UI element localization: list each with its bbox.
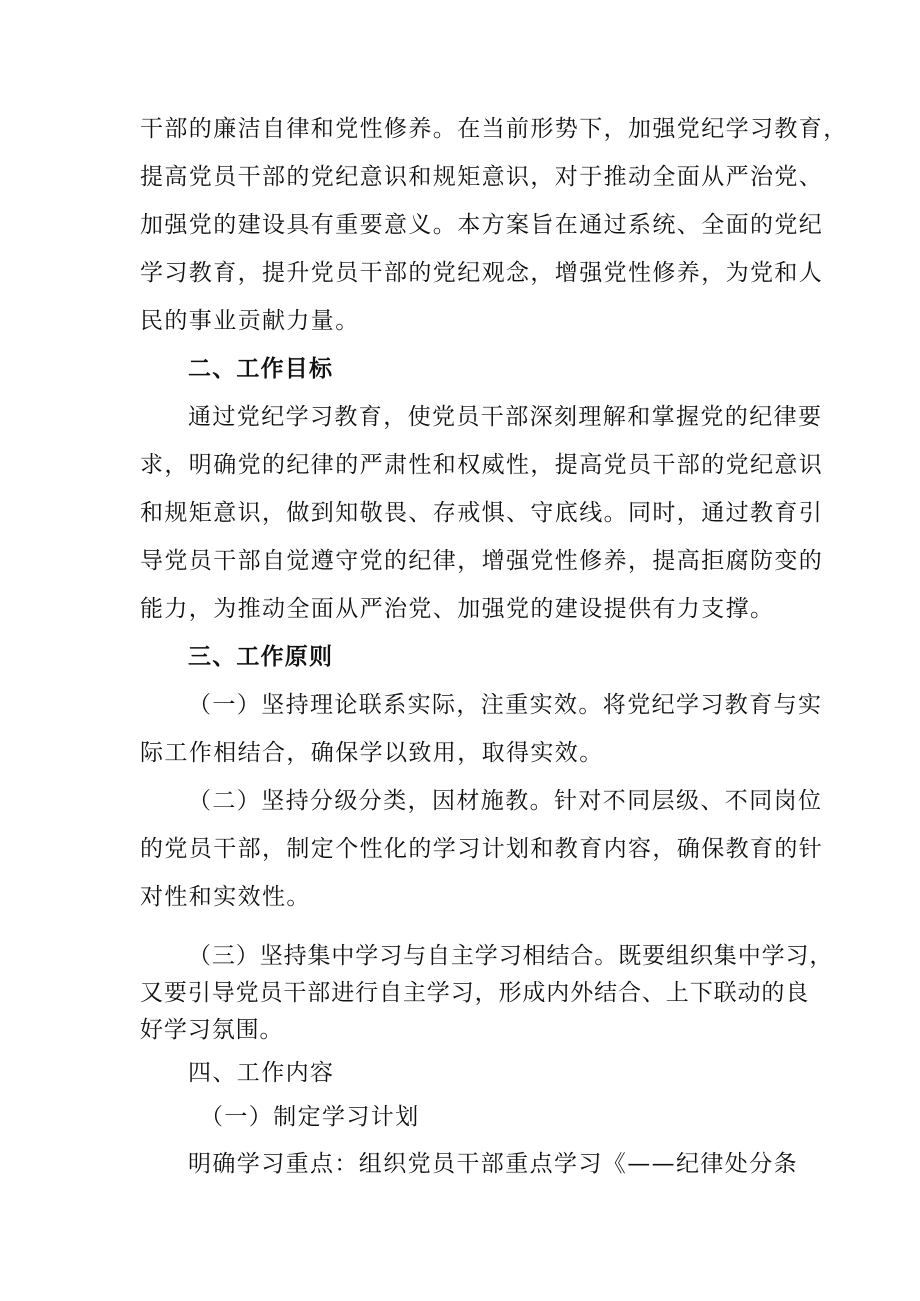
- paragraph-line: 导党员干部自觉遵守党的纪律，增强党性修养，提高拒腐防变的: [140, 548, 824, 574]
- paragraph-line: 明确学习重点：组织党员干部重点学习《——纪律处分条: [188, 1151, 798, 1177]
- section-heading-goals: 二、工作目标: [188, 356, 334, 382]
- principle-line: （二）坚持分级分类，因材施教。针对不同层级、不同岗位: [188, 788, 823, 814]
- section-heading-content: 四、工作内容: [188, 1060, 335, 1086]
- paragraph-line: 提高党员干部的党纪意识和规矩意识，对于推动全面从严治党、: [140, 164, 824, 190]
- principle-line: 对性和实效性。: [140, 884, 311, 910]
- principle-line: 际工作相结合，确保学以致用，取得实效。: [140, 740, 604, 766]
- paragraph-line: 和规矩意识，做到知敬畏、存戒惧、守底线。同时，通过教育引: [140, 500, 824, 526]
- principle-line: （三）坚持集中学习与自主学习相结合。既要组织集中学习，: [188, 943, 834, 969]
- paragraph-line: 学习教育，提升党员干部的党纪观念，增强党性修养，为党和人: [140, 260, 824, 286]
- section-heading-principles: 三、工作原则: [188, 644, 334, 670]
- paragraph-line: 民的事业贡献力量。: [140, 308, 360, 334]
- paragraph-line: 通过党纪学习教育，使党员干部深刻理解和掌握党的纪律要: [188, 404, 823, 430]
- paragraph-line: 干部的廉洁自律和党性修养。在当前形势下，加强党纪学习教育，: [140, 116, 848, 142]
- principle-line: 的党员干部，制定个性化的学习计划和教育内容，确保教育的针: [140, 836, 824, 862]
- principle-line: （一）坚持理论联系实际，注重实效。将党纪学习教育与实: [188, 692, 823, 718]
- subheading-study-plan: （一）制定学习计划: [200, 1104, 420, 1130]
- principle-line: 好学习氛围。: [140, 1017, 284, 1043]
- paragraph-line: 能力，为推动全面从严治党、加强党的建设提供有力支撑。: [140, 596, 775, 622]
- principle-line: 又要引导党员干部进行自主学习，形成内外结合、上下联动的良: [140, 980, 810, 1006]
- paragraph-line: 求，明确党的纪律的严肃性和权威性，提高党员干部的党纪意识: [140, 452, 824, 478]
- paragraph-line: 加强党的建设具有重要意义。本方案旨在通过系统、全面的党纪: [140, 212, 824, 238]
